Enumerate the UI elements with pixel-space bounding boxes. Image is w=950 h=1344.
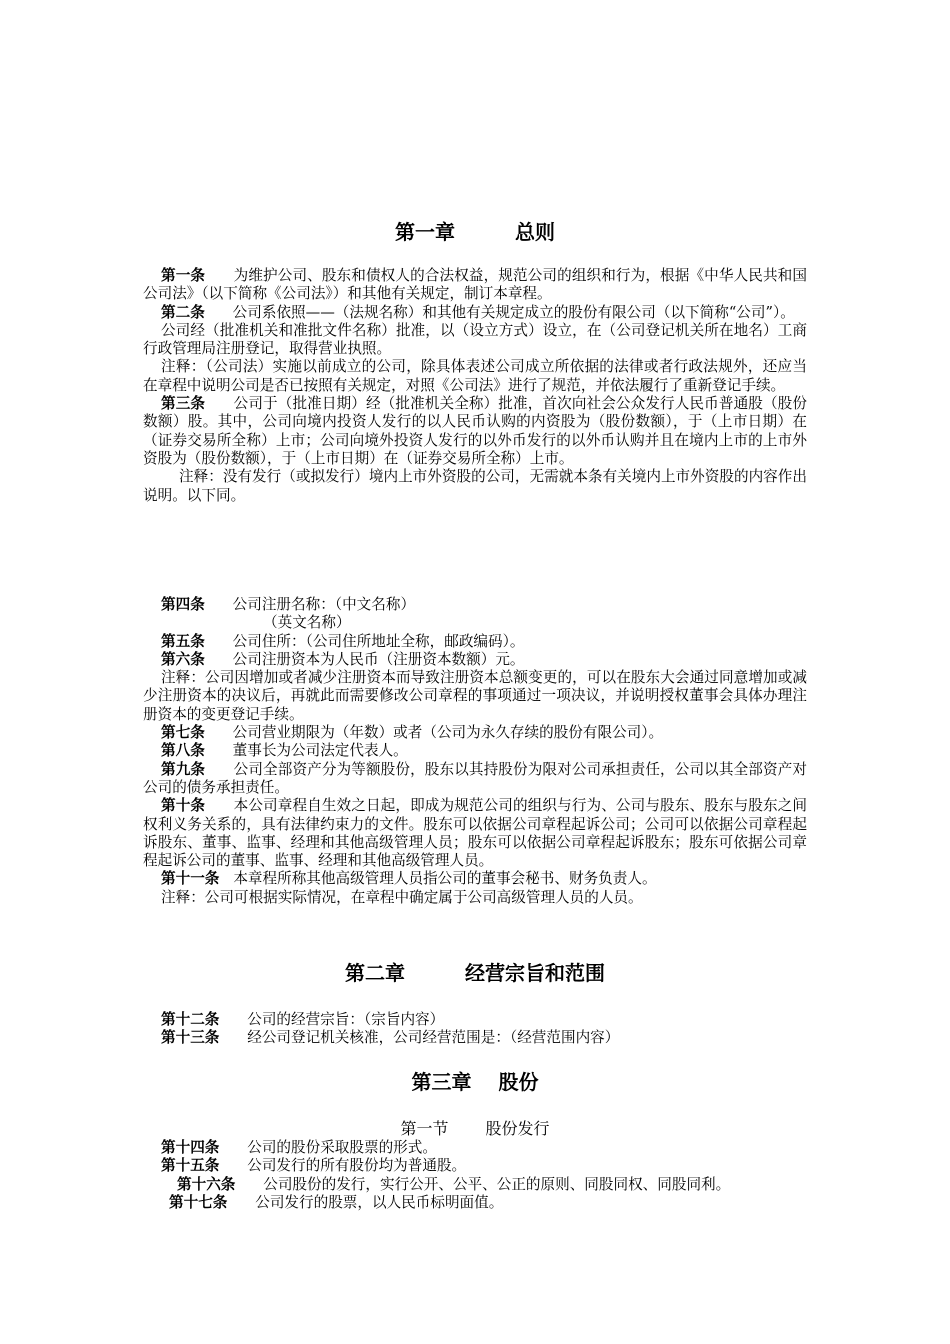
article-label: 第四条: [161, 596, 205, 613]
article-6: [143, 651, 807, 669]
article-label: 第十一条: [161, 870, 220, 888]
chapter-1-body-2: [143, 596, 807, 907]
chapter-2-title: 第二章 经营宗旨和范围: [345, 961, 605, 985]
article-text: 公司住所：（公司住所地址全称，邮政编码）。: [232, 632, 525, 650]
article-label: 第九条: [161, 760, 206, 778]
article-label: 第二条: [161, 303, 205, 321]
article-7: [143, 724, 807, 742]
article-label: 第十条: [161, 797, 206, 815]
article-text: 公司发行的所有股份均为普通股。: [247, 1157, 467, 1175]
article-15: [143, 1157, 807, 1175]
article-12: [143, 1011, 807, 1029]
article-label: 第三条: [161, 395, 206, 413]
article-3: [143, 395, 807, 468]
article-label: 第五条: [161, 632, 205, 650]
article-text: 公司系依照——（法规名称）和其他有关规定成立的股份有限公司（以下简称“公司”）。: [232, 303, 795, 321]
article-text: 经公司登记机关核准，公司经营范围是：（经营范围内容）: [247, 1029, 620, 1047]
article-text: 公司的经营宗旨：（宗旨内容）: [247, 1011, 445, 1028]
article-17: [143, 1194, 807, 1212]
article-text: 公司股份的发行，实行公开、公平、公正的原则、同股同权、同股同利。: [263, 1175, 731, 1193]
chapter-3-body: [143, 1139, 807, 1212]
article-text: 公司的股份采取股票的形式。: [247, 1139, 437, 1156]
chapter-1-body: [143, 267, 807, 505]
article-label: 第十六条: [177, 1175, 236, 1193]
article-text: 本章程所称其他高级管理人员指公司的董事会秘书、财务负责人。: [233, 870, 657, 888]
article-11-note: 注释：公司可根据实际情况，在章程中确定属于公司高级管理人员的人员。: [161, 888, 643, 906]
article-label: 第十二条: [161, 1011, 220, 1028]
article-text: 公司发行的股票，以人民币标明面值。: [255, 1193, 504, 1211]
article-label: 第十五条: [161, 1157, 220, 1175]
article-text: 公司注册名称：（中文名称）: [232, 596, 416, 613]
article-2: [143, 304, 807, 322]
article-3-note: 注释：没有发行（或拟发行）境内上市外资股的公司，无需就本条有关境内上市外资股的内容作出说明。以下同。: [143, 468, 807, 504]
article-11: [143, 870, 807, 888]
article-text: 为维护公司、股东和债权人的合法权益，规范公司的组织和行为，根据《中华人民共和国公司法》（以下简称《公司法》）和其他有关规定，制订本章程。: [143, 267, 807, 303]
article-6-note: 注释：公司因增加或者减少注册资本而导致注册资本总额变更的，可以在股东大会通过同意增加或减少注册资本的决议后，再就此而需要修改公司章程的事项通过一项决议，并说明授权董事会具体办理注册资本的变更登记手续。: [143, 669, 807, 723]
chapter-2-body: [143, 1011, 807, 1048]
article-label: 第十四条: [161, 1139, 220, 1156]
article-text: 公司全部资产分为等额股份，股东以其持股份为限对公司承担责任，公司以其全部资产对公司的债务承担责任。: [143, 760, 807, 796]
article-1: [143, 267, 807, 304]
article-4-english-name: （英文名称）: [263, 614, 351, 632]
article-13: [143, 1029, 807, 1047]
article-9: [143, 761, 807, 798]
article-5: [143, 633, 807, 651]
article-label: 第一条: [161, 267, 206, 284]
article-text: 公司注册资本为人民币（注册资本数额）元。: [232, 650, 525, 668]
article-2-note: 注释：（公司法）实施以前成立的公司，除具体表述公司成立所依据的法律或者行政法规外，还应当在章程中说明公司是否已按照有关规定，对照《公司法》进行了规范，并依法履行了重新登记手续。: [143, 358, 807, 394]
article-2-paragraph: 公司经（批准机关和准批文件名称）批准，以（设立方式）设立，在（公司登记机关所在地名）工商行政管理局注册登记，取得营业执照。: [143, 321, 807, 358]
article-16: [143, 1176, 807, 1194]
article-text: 公司于（批准日期）经（批准机关全称）批准，首次向社会公众发行人民币普通股（股份数额）股。其中，公司向境内投资人发行的以人民币认购的内资股为（股份数额），于（上市日期）在（证券交易所全称）上市；公司向境外投资人发行的以外币发行的以外币认购并且在境内上市的上市外资股为（股份数额），于（上市日期）在（证券交易所全称）上市。: [143, 395, 807, 467]
article-label: 第十三条: [161, 1029, 220, 1047]
section-1-title: 第一节 股份发行: [400, 1119, 550, 1138]
article-10: [143, 797, 807, 870]
article-label: 第八条: [161, 742, 205, 760]
article-8: [143, 742, 807, 760]
article-label: 第六条: [161, 650, 205, 668]
chapter-3-title: 第三章 股份: [411, 1070, 539, 1094]
chapter-1-title: 第一章 总则: [395, 220, 555, 244]
article-4: [143, 596, 807, 614]
article-text: 董事长为公司法定代表人。: [232, 742, 408, 760]
article-label: 第十七条: [169, 1193, 228, 1211]
article-text: 公司营业期限为（年数）或者（公司为永久存续的股份有限公司）。: [232, 724, 664, 742]
article-label: 第七条: [161, 724, 205, 742]
article-text: 本公司章程自生效之日起，即成为规范公司的组织与行为、公司与股东、股东与股东之间权利义务关系的，具有法律约束力的文件。股东可以依据公司章程起诉公司；公司可以依据公司章程起诉股东、董事、监事、经理和其他高级管理人员；股东可以依据公司章程起诉股东；股东可依据公司章程起诉公司的董事、监事、经理和其他高级管理人员。: [143, 797, 807, 870]
article-14: [143, 1139, 807, 1157]
